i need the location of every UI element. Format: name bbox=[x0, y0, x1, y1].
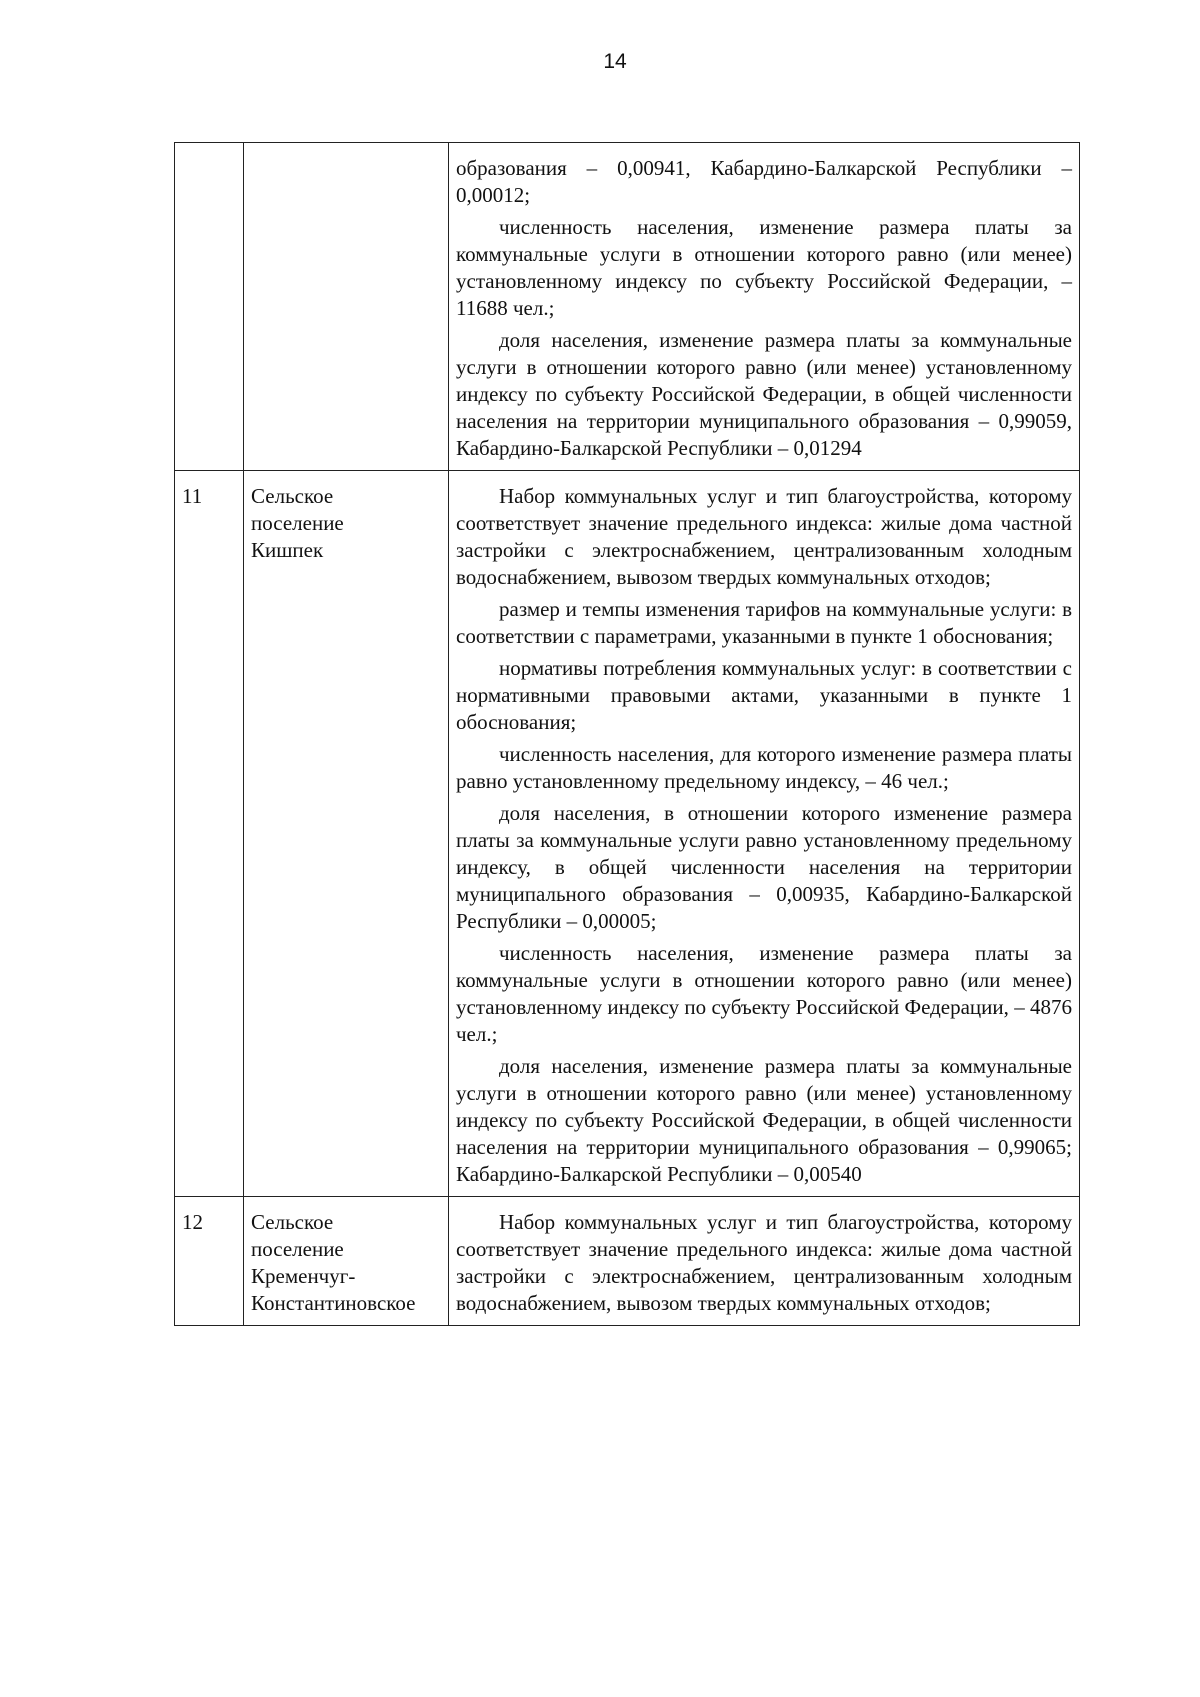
indices-table bbox=[174, 142, 1080, 1326]
description-paragraph: численность населения, для которого изменение размера платы равно установленному предельному индексу, – 46 чел.; bbox=[456, 742, 1072, 793]
description-paragraph: доля населения, изменение размера платы за коммунальные услуги в отношении которого равно (или менее) установленному индексу по субъекту Российской Федерации, в общей численности населения на территории муниципального образования – 0,99059, Кабардино-Балкарской Республики – 0,01294 bbox=[456, 328, 1072, 460]
municipality-name-line: Кременчуг- bbox=[251, 1264, 356, 1288]
municipality-name-cell bbox=[244, 471, 449, 1197]
description-paragraph: доля населения, в отношении которого изменение размера платы за коммунальные услуги равно установленному предельному индексу, в общей численности населения на территории муниципального образования – 0,00935, Кабардино-Балкарской Республики – 0,00005; bbox=[456, 801, 1072, 933]
municipality-name-cell bbox=[244, 143, 449, 471]
municipality-name-line: поселение bbox=[251, 511, 344, 535]
municipality-name-line: Кишпек bbox=[251, 538, 324, 562]
row-number-cell bbox=[175, 143, 244, 471]
description-paragraph: Набор коммунальных услуг и тип благоустройства, которому соответствует значение предельного индекса: жилые дома частной застройки с электроснабжением, централизованным холодным водоснабжением, вывозом твердых коммунальных отходов; bbox=[456, 484, 1072, 589]
description-cell bbox=[449, 1197, 1080, 1326]
description-paragraph: нормативы потребления коммунальных услуг: в соответствии с нормативными правовыми актами, указанными в пункте 1 обоснования; bbox=[456, 656, 1072, 734]
description-paragraph: Набор коммунальных услуг и тип благоустройства, которому соответствует значение предельного индекса: жилые дома частной застройки с электроснабжением, централизованным холодным водоснабжением, вывозом твердых коммунальных отходов; bbox=[456, 1210, 1072, 1315]
municipality-name-line: поселение bbox=[251, 1237, 344, 1261]
municipality-name-line: Константиновское bbox=[251, 1291, 416, 1315]
description-cell bbox=[449, 143, 1080, 471]
description-paragraph: размер и темпы изменения тарифов на коммунальные услуги: в соответствии с параметрами, указанными в пункте 1 обоснования; bbox=[456, 597, 1072, 648]
municipality-name-cell bbox=[244, 1197, 449, 1326]
page-number: 14 bbox=[603, 50, 627, 73]
description-paragraph: численность населения, изменение размера платы за коммунальные услуги в отношении которого равно (или менее) установленному индексу по субъекту Российской Федерации, – 11688 чел.; bbox=[456, 215, 1072, 320]
table-row bbox=[175, 143, 1080, 471]
row-number: 12 bbox=[182, 1210, 203, 1234]
table-row bbox=[175, 471, 1080, 1197]
description-paragraph: образования – 0,00941, Кабардино-Балкарской Республики – 0,00012; bbox=[456, 156, 1072, 207]
row-number-cell bbox=[175, 1197, 244, 1326]
row-number-cell bbox=[175, 471, 244, 1197]
description-cell bbox=[449, 471, 1080, 1197]
description-paragraph: численность населения, изменение размера платы за коммунальные услуги в отношении которого равно (или менее) установленному индексу по субъекту Российской Федерации, – 4876 чел.; bbox=[456, 941, 1072, 1046]
municipality-name-line: Сельское bbox=[251, 484, 334, 508]
municipality-name-line: Сельское bbox=[251, 1210, 334, 1234]
description-paragraph: доля населения, изменение размера платы за коммунальные услуги в отношении которого равно (или менее) установленному индексу по субъекту Российской Федерации, в общей численности населения на территории муниципального образования – 0,99065; Кабардино-Балкарской Республики – 0,00540 bbox=[456, 1054, 1072, 1186]
row-number: 11 bbox=[182, 484, 203, 508]
table-row bbox=[175, 1197, 1080, 1326]
